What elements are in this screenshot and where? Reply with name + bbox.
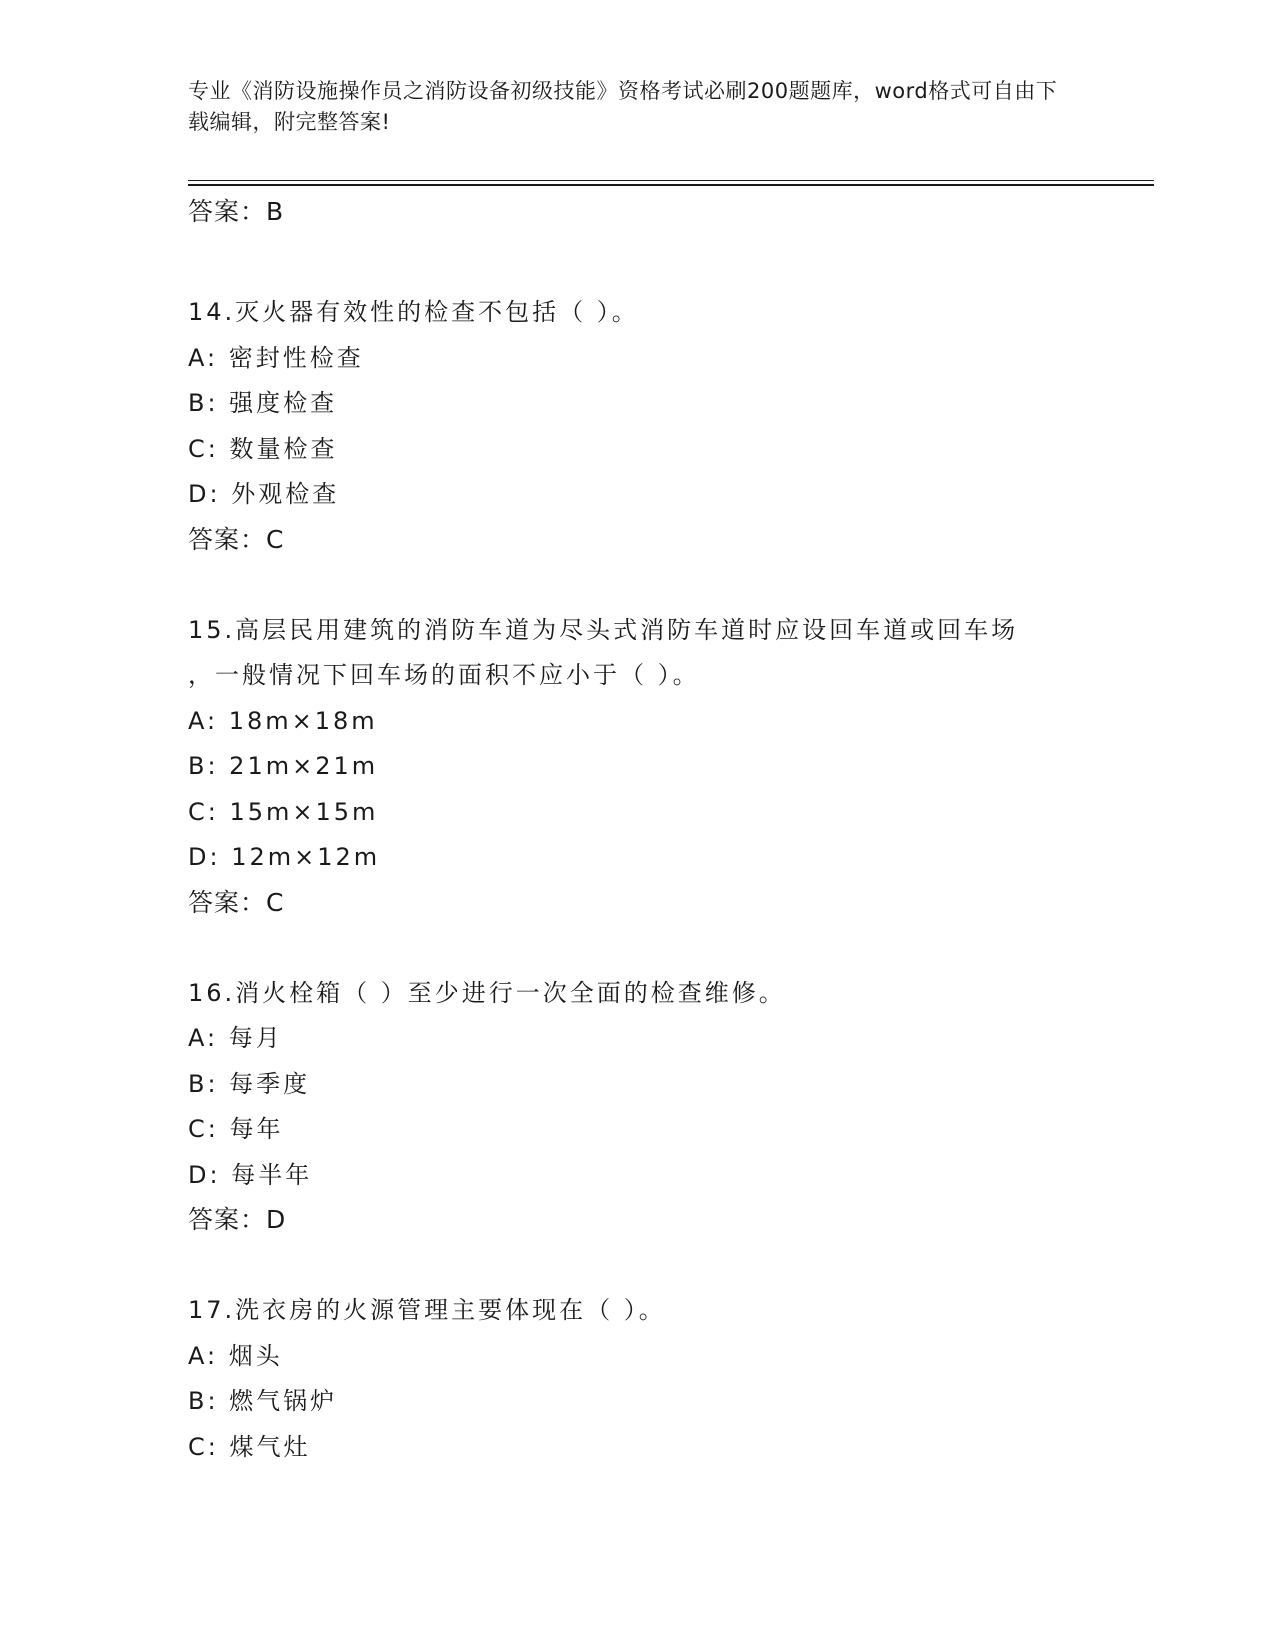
question-16 bbox=[188, 971, 1088, 1243]
option-d: D: 每半年 bbox=[188, 1160, 313, 1189]
answer-line: 答案：C bbox=[188, 524, 285, 554]
option-c: C: 15m×15m bbox=[188, 797, 379, 826]
question-stem: 14.灭火器有效性的检查不包括（ ）。 bbox=[188, 298, 639, 326]
question-15 bbox=[188, 608, 1088, 925]
header-rule-thin bbox=[188, 180, 1154, 181]
option-b: B: 21m×21m bbox=[188, 752, 379, 780]
question-list bbox=[188, 190, 1088, 1470]
option-b: B: 强度检查 bbox=[188, 389, 338, 417]
answer-line: 答案：D bbox=[188, 1205, 287, 1234]
option-b: B: 每季度 bbox=[188, 1069, 311, 1098]
option-d: D: 外观检查 bbox=[188, 480, 340, 508]
option-d: D: 12m×12m bbox=[188, 843, 381, 871]
answer-line: 答案：C bbox=[188, 887, 285, 917]
page-header: 专业《消防设施操作员之消防设备初级技能》资格考试必刷200题题库，word格式可自由下载编辑，附完整答案! bbox=[188, 79, 1058, 134]
option-c: C: 煤气灶 bbox=[188, 1432, 311, 1461]
option-a: A: 18m×18m bbox=[188, 706, 378, 735]
answer-line: 答案：B bbox=[188, 197, 285, 226]
option-c: C: 数量检查 bbox=[188, 434, 338, 463]
question-17 bbox=[188, 1288, 1088, 1470]
question-stem: 17.洗衣房的火源管理主要体现在（ ）。 bbox=[188, 1296, 666, 1324]
option-b: B: 燃气锅炉 bbox=[188, 1387, 338, 1415]
question-stem: 15.高层民用建筑的消防车道为尽头式消防车道时应设回车道或回车场 bbox=[188, 615, 1019, 644]
header-rule-thick bbox=[188, 184, 1154, 186]
option-a: A: 密封性检查 bbox=[188, 343, 364, 372]
question-14 bbox=[188, 290, 1088, 562]
question-stem: 16.消火栓箱（ ）至少进行一次全面的检查维修。 bbox=[188, 978, 786, 1007]
option-a: A: 每月 bbox=[188, 1024, 283, 1052]
option-a: A: 烟头 bbox=[188, 1341, 283, 1370]
question-stem-continued: ，一般情况下回车场的面积不应小于（ ）。 bbox=[188, 661, 700, 689]
option-c: C: 每年 bbox=[188, 1115, 284, 1143]
